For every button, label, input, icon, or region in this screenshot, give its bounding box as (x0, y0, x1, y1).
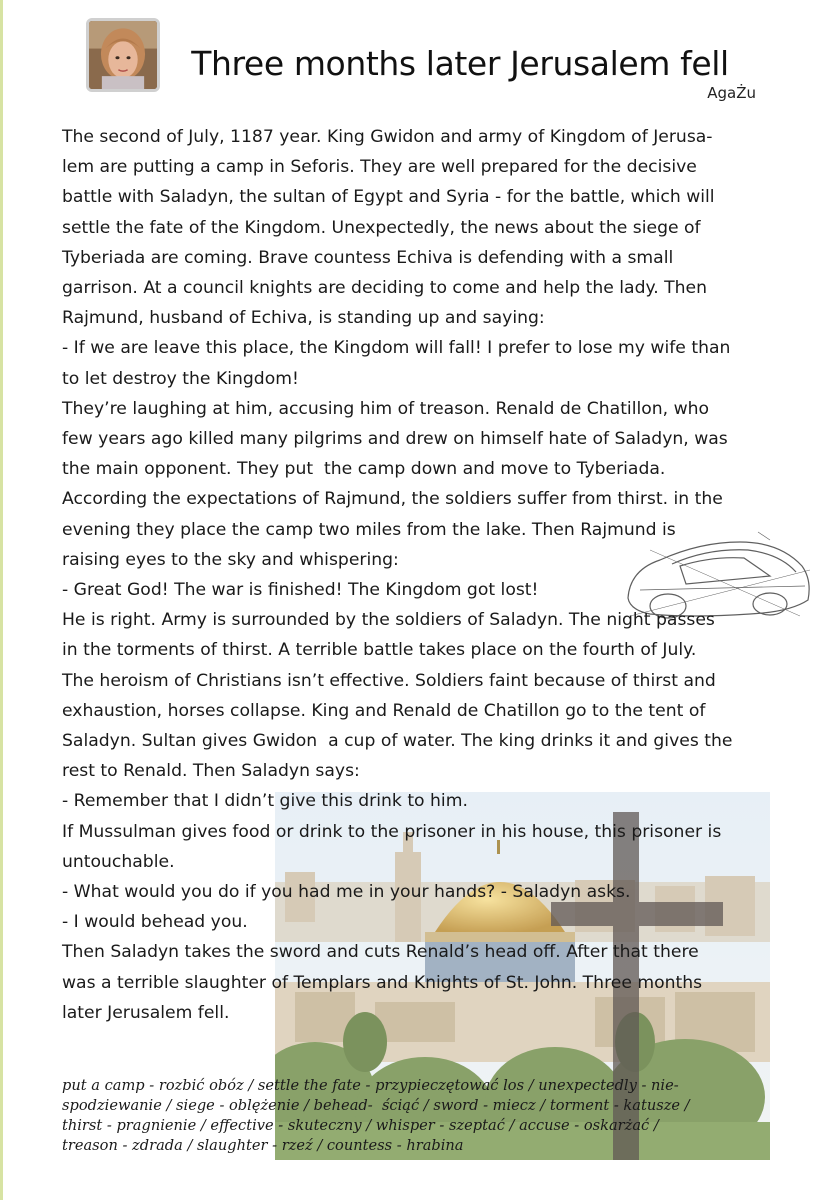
story-line: later Jerusalem fell. (62, 1002, 230, 1023)
story-line: the main opponent. They put the camp down and move to Tyberiada. (62, 459, 666, 480)
story-line: rest to Renald. Then Saladyn says: (62, 761, 360, 782)
story-line: garrison. At a council knights are deciding to come and help the lady. Then (62, 278, 707, 299)
story-line: untouchable. (62, 851, 175, 872)
girl-portrait-icon (89, 21, 157, 89)
story-line: was a terrible slaughter of Templars and Knights of St. John. Three months (62, 972, 703, 993)
story-line: Rajmund, husband of Echiva, is standing up and saying: (62, 308, 545, 329)
story-line: raising eyes to the sky and whispering: (62, 549, 399, 570)
story-line: evening they place the camp two miles from the lake. Then Rajmund is (62, 519, 676, 540)
story-line: settle the fate of the Kingdom. Unexpectedly, the news about the siege of (62, 217, 701, 238)
story-line: lem are putting a camp in Seforis. They are well prepared for the decisive (62, 157, 697, 178)
story-line: Then Saladyn takes the sword and cuts Renald’s head off. After that there (62, 942, 699, 963)
story-line: in the torments of thirst. A terrible battle takes place on the fourth of July. (62, 640, 697, 661)
story-line: - What would you do if you had me in your hands? - Saladyn asks. (62, 882, 631, 903)
story-line: The second of July, 1187 year. King Gwidon and army of Kingdom of Jerusa- (62, 127, 713, 147)
story-line: few years ago killed many pilgrims and drew on himself hate of Saladyn, was (62, 429, 728, 450)
story-line: to let destroy the Kingdom! (62, 368, 299, 389)
story-line: According the expectations of Rajmund, the soldiers suffer from thirst. in the (62, 489, 723, 510)
story-line: - If we are leave this place, the Kingdom will fall! I prefer to lose my wife than (62, 338, 731, 359)
story-line: If Mussulman gives food or drink to the prisoner in his house, this prisoner is (62, 821, 722, 842)
page-border (0, 0, 3, 1200)
story-line: The heroism of Christians isn’t effective. Soldiers faint because of thirst and (62, 670, 716, 691)
vocabulary-line: put a camp - rozbić obóz / settle the fate - przypieczętować los / unexpectedly - nie- (62, 1077, 679, 1094)
page-title: Three months later Jerusalem fell (191, 44, 729, 83)
story-text (62, 122, 778, 1028)
story-line: - I would behead you. (62, 912, 248, 933)
vocabulary-list (62, 1076, 768, 1156)
story-line: exhaustion, horses collapse. King and Renald de Chatillon go to the tent of (62, 700, 706, 721)
author-avatar (86, 18, 160, 92)
story-line: They’re laughing at him, accusing him of treason. Renald de Chatillon, who (62, 398, 710, 419)
vocabulary-line: spodziewanie / siege - oblężenie / behead- ściąć / sword - miecz / torment - katusze / (62, 1097, 690, 1114)
story-line: Saladyn. Sultan gives Gwidon a cup of water. The king drinks it and gives the (62, 731, 733, 752)
story-line: - Great God! The war is finished! The Kingdom got lost! (62, 580, 539, 601)
story-line: battle with Saladyn, the sultan of Egypt and Syria - for the battle, which will (62, 187, 715, 208)
vocabulary-line: thirst - pragnienie / effective - skuteczny / whisper - szeptać / accuse - oskarżać / (62, 1117, 659, 1134)
vocabulary-line: treason - zdrada / slaughter - rzeź / countess - hrabina (62, 1137, 464, 1154)
author-name: AgaŻu (707, 84, 756, 102)
story-line: - Remember that I didn’t give this drink to him. (62, 791, 468, 812)
story-line: Tyberiada are coming. Brave countess Echiva is defending with a small (62, 247, 674, 268)
story-line: He is right. Army is surrounded by the soldiers of Saladyn. The night passes (62, 610, 715, 631)
